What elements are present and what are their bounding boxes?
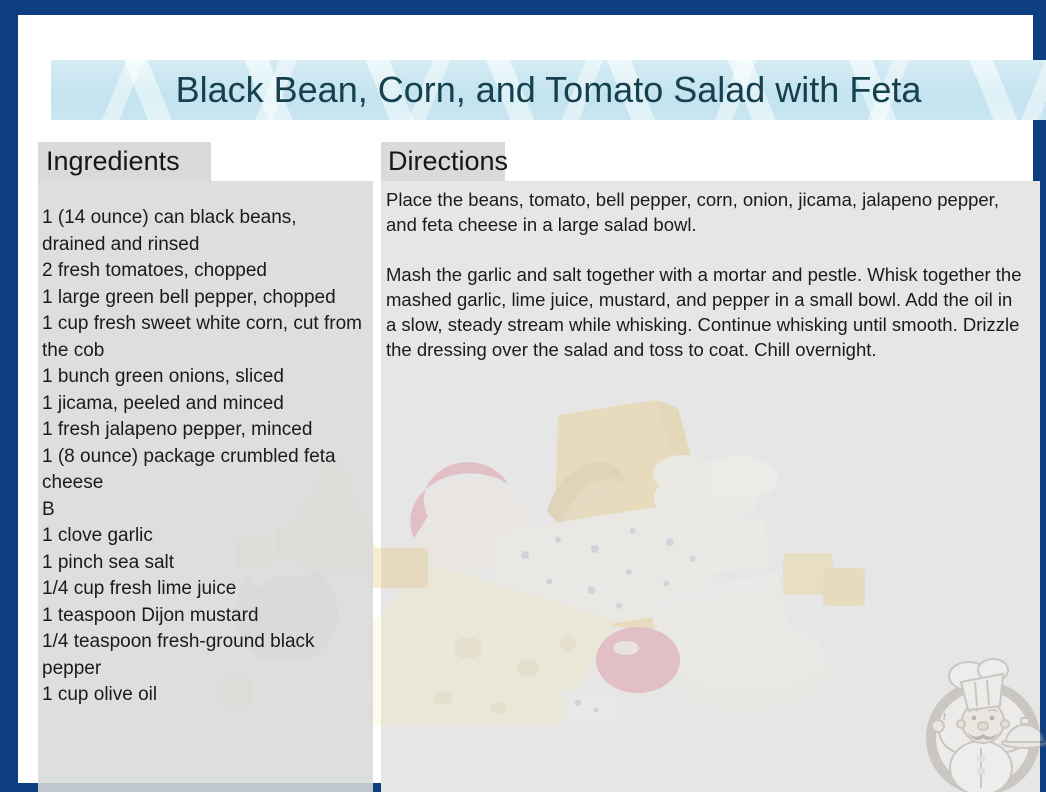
chef-logo-watermark [911,648,1046,792]
ingredients-list [38,181,373,709]
ingredient-item: 1 bunch green onions, sliced [42,366,284,387]
ingredients-panel [38,181,373,792]
directions-text [386,187,1023,387]
ingredient-item: 1/4 cup fresh lime juice [42,578,237,599]
ingredient-item: 1 pinch sea salt [42,551,175,573]
page-title: Black Bean, Corn, and Tomato Salad with Feta [175,69,922,110]
ingredient-item: 2 fresh tomatoes, chopped [42,260,267,281]
ingredient-item: 1 fresh jalapeno pepper, minced [42,419,313,440]
ingredient-item: 1 cup olive oil [42,684,158,705]
directions-paragraph: Mash the garlic and salt together with a mortar and pestle. Whisk together the mashed garlic, lime juice, mustard, and pepper in a small bowl. Add the oil in a slow, steady stream while whisking. Continue whisking until smooth. Drizzle the dressing over the salad and toss to coat. Chill overnight. [386,264,1022,360]
ingredient-item: 1 jicama, peeled and minced [42,392,284,414]
ingredient-item: B [42,498,55,520]
ingredient-item: 1/4 teaspoon fresh-ground black pepper [42,631,315,679]
ingredient-item: 1 (14 ounce) can black beans, drained and rinsed [42,207,297,255]
ingredient-item: 1 clove garlic [42,525,153,546]
title-banner [51,60,1046,120]
ingredient-item: 1 (8 ounce) package crumbled feta cheese [42,445,336,493]
ingredients-heading: Ingredients [38,142,211,181]
directions-paragraph: Place the beans, tomato, bell pepper, corn, onion, jicama, jalapeno pepper, and feta cheese in a large salad bowl. [386,189,999,235]
ingredient-item: 1 teaspoon Dijon mustard [42,604,259,626]
directions-heading: Directions [381,142,505,181]
page-inner [18,15,1033,783]
ingredient-item: 1 cup fresh sweet white corn, cut from the cob [42,313,362,361]
ingredient-item: 1 large green bell pepper, chopped [42,286,336,308]
